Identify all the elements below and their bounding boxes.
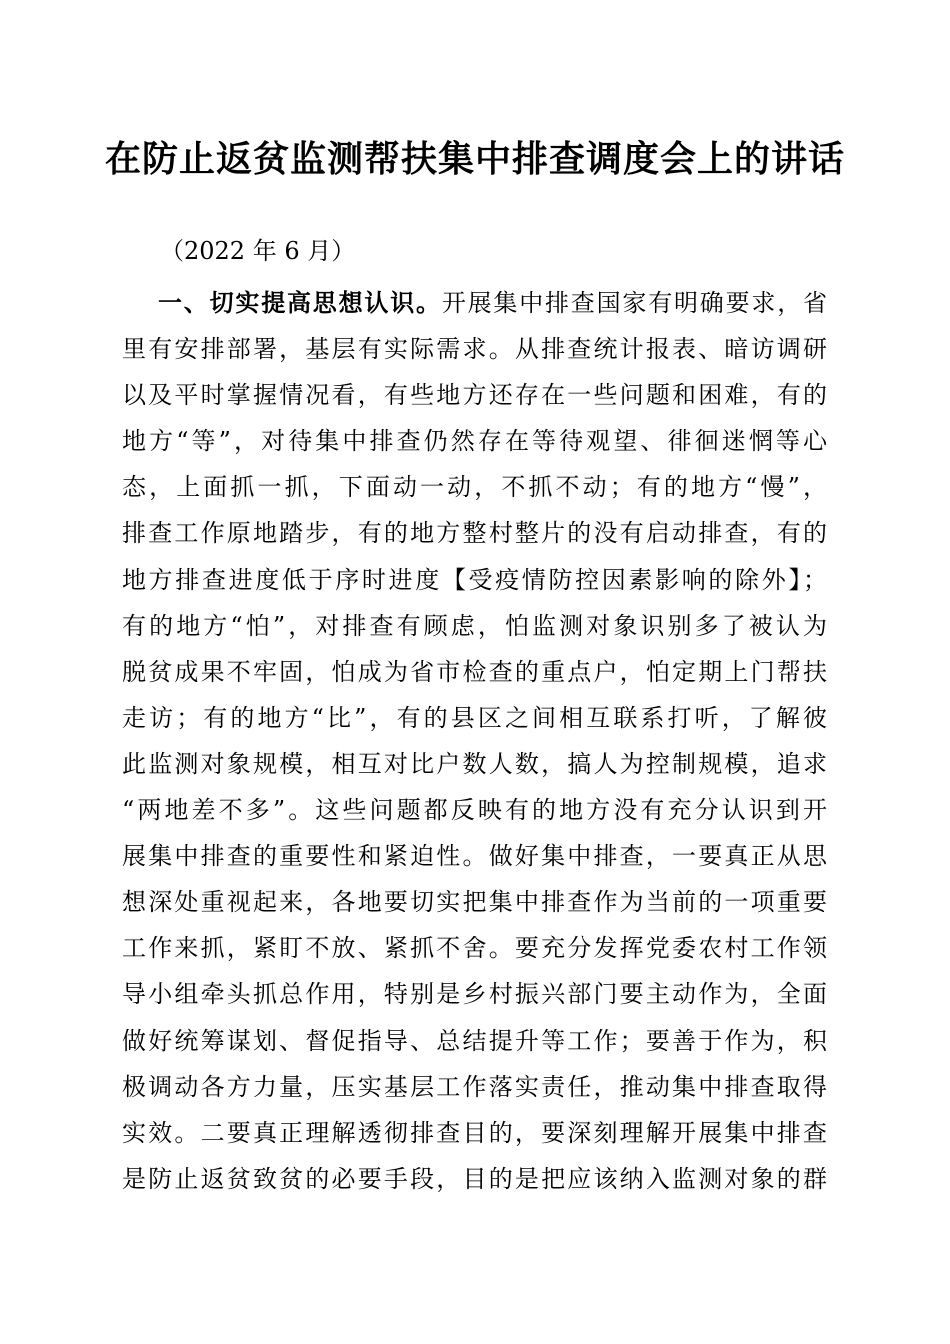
text-line: 态，上面抓一抓，下面动一动，不抓不动；有的地方“慢”， [122, 473, 827, 502]
text-line: 脱贫成果不牢固，怕成为省市检查的重点户，怕定期上门帮扶 [122, 657, 827, 686]
text-line: 以及平时掌握情况看，有些地方还存在一些问题和困难，有的 [122, 381, 827, 410]
section-heading: 一、切实提高思想认识。 [158, 289, 442, 317]
text-line: 走访；有的地方“比”，有的县区之间相互联系打听，了解彼 [122, 703, 827, 732]
text-line: 展集中排查的重要性和紧迫性。做好集中排查，一要真正从思 [122, 842, 827, 871]
document-title: 在防止返贫监测帮扶集中排查调度会上的讲话 [104, 138, 845, 180]
text-line: 极调动各方力量，压实基层工作落实责任，推动集中排查取得 [122, 1072, 827, 1101]
text-line: 排查工作原地踏步，有的地方整村整片的没有启动排查，有的 [122, 519, 827, 548]
text-line: 此监测对象规模，相互对比户数人数，搞人为控制规模，追求 [122, 749, 827, 778]
text-line: 地方“等”，对待集中排查仍然存在等待观望、徘徊迷惘等心 [122, 427, 827, 456]
text-line: 导小组牵头抓总作用，特别是乡村振兴部门要主动作为，全面 [122, 980, 827, 1009]
text-line: 里有安排部署，基层有实际需求。从排查统计报表、暗访调研 [122, 335, 827, 364]
text-line: 实效。二要真正理解透彻排查目的，要深刻理解开展集中排查 [122, 1118, 827, 1147]
text-line: 工作来抓，紧盯不放、紧抓不舍。要充分发挥党委农村工作领 [122, 934, 827, 963]
text-line: 地方排查进度低于序时进度【受疫情防控因素影响的除外】； [122, 565, 827, 594]
text-line: 有的地方“怕”，对排查有顾虑，怕监测对象识别多了被认为 [122, 611, 827, 640]
text-line: 想深处重视起来，各地要切实把集中排查作为当前的一项重要 [122, 888, 827, 917]
text-line: “两地差不多”。这些问题都反映有的地方没有充分认识到开 [122, 796, 827, 825]
text-line: 是防止返贫致贫的必要手段，目的是把应该纳入监测对象的群 [122, 1164, 827, 1193]
speech-date: （2022 年 6 月） [160, 237, 356, 265]
text-line-content: 开展集中排查国家有明确要求，省 [441, 289, 827, 317]
text-line: 做好统筹谋划、督促指导、总结提升等工作；要善于作为，积 [122, 1026, 827, 1055]
text-line [122, 280, 827, 326]
body-text [122, 280, 827, 1202]
